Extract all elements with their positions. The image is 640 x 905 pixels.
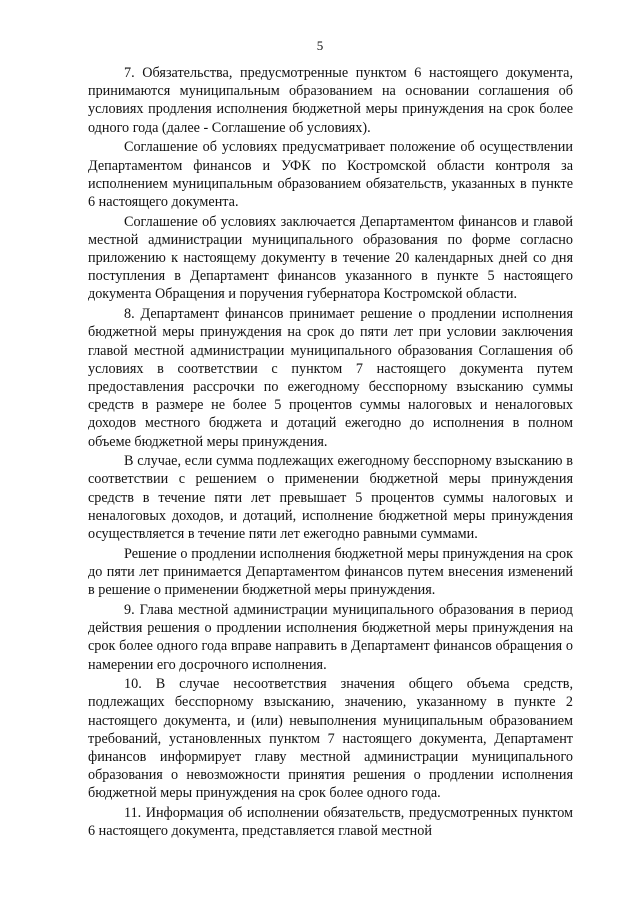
paragraph-decision-amendment: Решение о продлении исполнения бюджетной меры принуждения на срок до пяти лет принимается Департаментом финансов путем внесения изменений в решение о применении бюджетной меры принуждения. (88, 545, 573, 599)
paragraph-7-obligations: 7. Обязательства, предусмотренные пунктом 6 настоящего документа, принимаются муниципальным образованием на основании соглашения об условиях продления исполнения бюджетной меры принуждения на срок более одного года (далее - Соглашение об условиях). (88, 65, 573, 136)
paragraph-9-early-execution: 9. Глава местной администрации муниципального образования в период действия решения о продлении исполнения бюджетной меры принуждения на срок более одного года вправе направить в Департамент финансов обращения о намерении его досрочного исполнения. (88, 601, 573, 673)
document-body (88, 64, 573, 841)
paragraph-11-reporting: 11. Информация об исполнении обязательств, предусмотренных пунктом 6 настоящего документа, представляется главой местной (88, 805, 573, 840)
paragraph-equal-installments: В случае, если сумма подлежащих ежегодному бесспорному взысканию в соответствии с решением о применении бюджетной меры принуждения средств в течение пяти лет превышает 5 процентов суммы налоговых и неналоговых доходов, и дотаций, исполнение бюджетной меры принуждения осуществляется в течение пяти лет ежегодно равными суммами. (88, 453, 573, 543)
page-number: 5 (316, 38, 324, 53)
paragraph-agreement-conclusion: Соглашение об условиях заключается Департаментом финансов и главой местной администрации муниципального образования по форме согласно приложению к настоящему документу в течение 20 календарных дней со дня поступления в Департамент финансов указанного в пункте 5 настоящего документа Обращения и поручения губернатора Костромской области. (88, 213, 573, 303)
paragraph-8-extension-decision: 8. Департамент финансов принимает решение о продлении исполнения бюджетной меры принуждения на срок до пяти лет при условии заключения главой местной администрации муниципального образования Соглашения об условиях в соответствии с пунктом 7 настоящего документа путем предоставления рассрочки по ежегодному бесспорному взысканию суммы средств в размере не более 5 процентов суммы налоговых и неналоговых доходов местного бюджета и дотаций ежегодно до исполнения в полном объеме бюджетной меры принуждения. (88, 306, 573, 450)
paragraph-agreement-provision: Соглашение об условиях предусматривает положение об осуществлении Департаментом финансов и УФК по Костромской области контроля за исполнением муниципальным образованием обязательств, указанных в пункте 6 настоящего документа. (88, 139, 573, 210)
paragraph-10-noncompliance: 10. В случае несоответствия значения общего объема средств, подлежащих бесспорному взысканию, значению, указанному в пункте 2 настоящего документа, и (или) невыполнения муниципальным образованием требований, установленных пунктом 7 настоящего документа, Департамент финансов информирует главу местной администрации муниципального образования о невозможности принятия решения о продлении исполнения бюджетной меры принуждения на срок более одного года. (88, 676, 573, 802)
